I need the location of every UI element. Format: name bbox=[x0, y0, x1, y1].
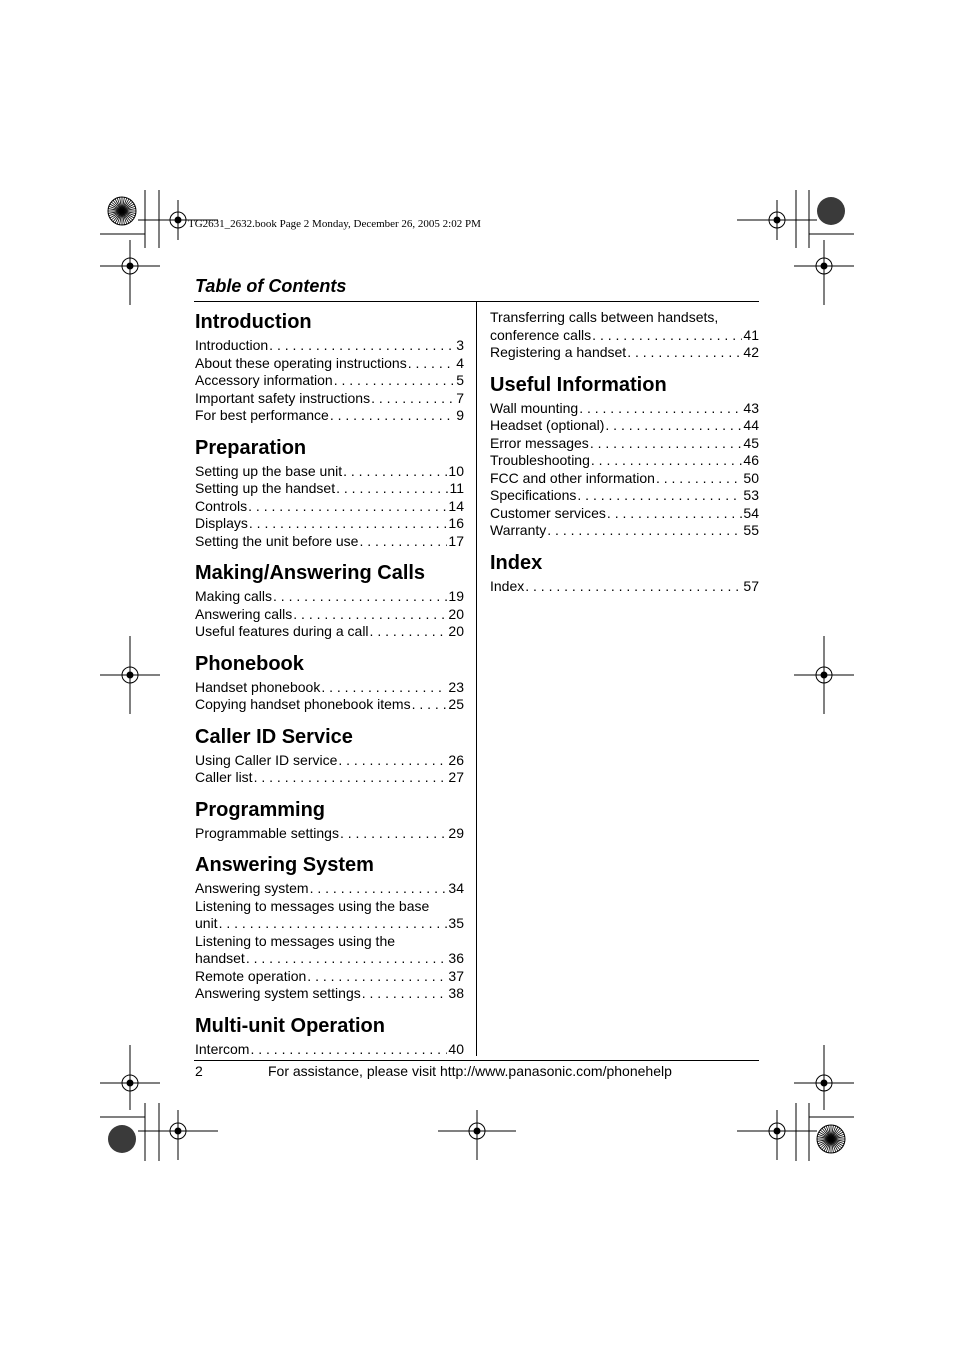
toc-entry-page: 36 bbox=[448, 950, 464, 966]
toc-entry-label: Answering calls bbox=[195, 605, 293, 622]
toc-entry-page: 50 bbox=[743, 469, 759, 486]
toc-entry-page: 41 bbox=[743, 326, 759, 343]
dot-leader bbox=[547, 522, 742, 540]
dot-leader bbox=[591, 452, 743, 470]
toc-entry[interactable] bbox=[490, 470, 759, 488]
toc-entry[interactable] bbox=[195, 498, 464, 516]
page-title: Table of Contents bbox=[195, 276, 347, 296]
dot-leader bbox=[338, 752, 447, 770]
toc-entry[interactable] bbox=[195, 390, 464, 408]
dot-leader bbox=[412, 696, 448, 714]
toc-entry-page: 5 bbox=[456, 372, 464, 388]
toc-entry[interactable] bbox=[195, 588, 464, 606]
toc-entry-label: Index bbox=[490, 577, 525, 594]
dot-leader bbox=[525, 578, 742, 596]
toc-entry[interactable] bbox=[195, 752, 464, 770]
toc-entry-label: Setting up the base unit bbox=[195, 462, 343, 479]
toc-entry-label: Setting up the handset bbox=[195, 480, 336, 496]
toc-entry[interactable] bbox=[195, 769, 464, 787]
dot-leader bbox=[577, 487, 742, 505]
toc-entry-label: unit bbox=[195, 915, 218, 931]
dot-leader bbox=[310, 880, 448, 898]
section-heading: Preparation bbox=[195, 436, 307, 459]
dot-leader bbox=[249, 515, 448, 533]
dot-leader bbox=[359, 533, 447, 551]
toc-entry-page: 11 bbox=[449, 480, 464, 496]
toc-entry-label: Important safety instructions bbox=[195, 389, 371, 406]
dot-leader bbox=[334, 372, 455, 390]
dot-leader bbox=[343, 463, 447, 481]
toc-entry-page: 44 bbox=[743, 417, 759, 433]
toc-entry[interactable] bbox=[490, 327, 759, 345]
dot-leader bbox=[627, 344, 742, 362]
toc-entry[interactable] bbox=[195, 696, 464, 714]
dot-leader bbox=[293, 606, 447, 624]
toc-right-column bbox=[490, 309, 759, 605]
toc-entry-label: Specifications bbox=[490, 487, 577, 503]
dot-leader bbox=[307, 968, 447, 986]
footer-rule bbox=[194, 1060, 759, 1061]
section-heading: Multi-unit Operation bbox=[195, 1014, 385, 1037]
toc-section bbox=[195, 560, 464, 641]
section-heading: Programming bbox=[195, 798, 326, 821]
toc-entry[interactable] bbox=[195, 880, 464, 898]
toc-entry-page: 25 bbox=[448, 696, 464, 712]
dot-leader bbox=[254, 769, 448, 787]
dot-leader bbox=[273, 588, 447, 606]
toc-entry-page: 38 bbox=[448, 985, 464, 1001]
dot-leader bbox=[340, 825, 447, 843]
toc-entry-label: Setting the unit before use bbox=[195, 532, 359, 549]
dot-leader bbox=[269, 337, 455, 355]
toc-entry[interactable] bbox=[490, 505, 759, 523]
toc-entry-page: 19 bbox=[448, 588, 464, 604]
toc-entry-label: handset bbox=[195, 950, 245, 966]
toc-entry[interactable] bbox=[195, 355, 464, 373]
dot-leader bbox=[321, 679, 447, 697]
toc-entry-label: Making calls bbox=[195, 588, 273, 604]
toc-entry-label-line: Listening to messages using the base bbox=[195, 897, 430, 914]
toc-entry[interactable] bbox=[195, 533, 464, 551]
dot-leader bbox=[370, 623, 448, 641]
toc-entry-page: 35 bbox=[448, 915, 464, 931]
toc-section bbox=[195, 1013, 464, 1059]
toc-entry[interactable] bbox=[490, 452, 759, 470]
toc-entry[interactable] bbox=[195, 372, 464, 390]
section-heading: Phonebook bbox=[195, 652, 304, 675]
toc-entry-page: 37 bbox=[448, 967, 464, 984]
toc-entry[interactable] bbox=[490, 435, 759, 453]
toc-section bbox=[195, 724, 464, 787]
toc-left-column bbox=[195, 309, 464, 1068]
toc-entry-label: Troubleshooting bbox=[490, 452, 590, 468]
dot-leader bbox=[408, 355, 456, 373]
toc-entry-page: 4 bbox=[456, 354, 464, 371]
toc-entry-page: 55 bbox=[743, 522, 759, 538]
toc-entry-label: Introduction bbox=[195, 337, 269, 353]
dot-leader bbox=[607, 505, 743, 523]
dot-leader bbox=[219, 915, 448, 933]
toc-entry-page: 10 bbox=[448, 462, 464, 479]
toc-entry[interactable] bbox=[490, 578, 759, 596]
dot-leader bbox=[590, 435, 743, 453]
toc-entry-page: 45 bbox=[743, 434, 759, 451]
dot-leader bbox=[371, 390, 455, 408]
section-heading: Caller ID Service bbox=[195, 725, 353, 748]
toc-entry-label: Controls bbox=[195, 497, 248, 514]
toc-entry-page: 9 bbox=[456, 407, 464, 423]
toc-entry-page: 40 bbox=[448, 1040, 464, 1057]
assistance-text: For assistance, please visit http://www.panasonic.com/phonehelp bbox=[268, 1063, 672, 1079]
toc-entry-page: 43 bbox=[743, 399, 759, 416]
toc-section bbox=[195, 852, 464, 1003]
toc-entry[interactable] bbox=[490, 344, 759, 362]
toc-entry-page: 20 bbox=[448, 605, 464, 622]
toc-entry-label: Answering system settings bbox=[195, 985, 361, 1001]
toc-entry-page: 3 bbox=[456, 337, 464, 353]
dot-leader bbox=[592, 327, 742, 345]
toc-entry[interactable] bbox=[195, 463, 464, 481]
toc-entry-label: Headset (optional) bbox=[490, 417, 605, 433]
print-slug: TG2631_2632.book Page 2 Monday, December 26, 2005 2:02 PM bbox=[188, 218, 481, 230]
section-heading: Index bbox=[490, 551, 543, 574]
toc-entry-label-line: Listening to messages using the bbox=[195, 932, 396, 949]
toc-entry-page: 26 bbox=[448, 751, 464, 768]
toc-section bbox=[195, 309, 464, 425]
toc-entry-page: 46 bbox=[743, 452, 759, 468]
toc-entry-page: 54 bbox=[743, 504, 759, 521]
dot-leader bbox=[246, 950, 448, 968]
toc-entry-label: About these operating instructions bbox=[195, 354, 407, 371]
section-heading: Answering System bbox=[195, 854, 374, 876]
toc-entry-label-line: Transferring calls between handsets, bbox=[490, 309, 719, 325]
toc-entry-page: 34 bbox=[448, 880, 464, 896]
dot-leader bbox=[248, 498, 447, 516]
toc-entry-label: Customer services bbox=[490, 504, 606, 521]
toc-entry-label: Error messages bbox=[490, 434, 589, 451]
dot-leader bbox=[330, 407, 455, 425]
toc-entry[interactable] bbox=[195, 1041, 464, 1059]
toc-entry[interactable] bbox=[195, 407, 464, 425]
toc-entry[interactable] bbox=[195, 679, 464, 697]
toc-entry-label: Remote operation bbox=[195, 967, 307, 984]
toc-entry-page: 27 bbox=[448, 769, 464, 785]
toc-entry[interactable] bbox=[195, 337, 464, 355]
dot-leader bbox=[362, 985, 448, 1003]
dot-leader bbox=[656, 470, 742, 488]
toc-entry-label: Copying handset phonebook items bbox=[195, 696, 411, 712]
toc-entry[interactable] bbox=[490, 400, 759, 418]
toc-entry-label: Handset phonebook bbox=[195, 678, 321, 695]
toc-entry-label: Answering system bbox=[195, 880, 309, 896]
toc-entry-page: 29 bbox=[448, 824, 464, 841]
toc-entry-label: Wall mounting bbox=[490, 399, 579, 416]
toc-entry-label: Intercom bbox=[195, 1040, 250, 1057]
toc-entry-page: 57 bbox=[743, 577, 759, 594]
toc-entry-page: 20 bbox=[448, 623, 464, 639]
toc-entry-page: 42 bbox=[743, 344, 759, 360]
toc-entry-label: conference calls bbox=[490, 326, 592, 343]
toc-section bbox=[195, 797, 464, 843]
toc-entry[interactable] bbox=[195, 623, 464, 641]
toc-entry[interactable] bbox=[195, 515, 464, 533]
toc-entry-page: 7 bbox=[456, 389, 464, 406]
toc-entry-label: Programmable settings bbox=[195, 824, 339, 841]
section-heading: Making/Answering Calls bbox=[195, 562, 426, 584]
toc-section bbox=[490, 550, 759, 596]
toc-entry-label: Using Caller ID service bbox=[195, 751, 338, 768]
section-heading: Useful Information bbox=[490, 373, 667, 396]
toc-entry[interactable] bbox=[195, 480, 464, 498]
dot-leader bbox=[579, 400, 742, 418]
section-heading: Introduction bbox=[195, 311, 312, 333]
toc-entry[interactable] bbox=[490, 487, 759, 505]
toc-entry-label: Displays bbox=[195, 515, 248, 531]
toc-entry[interactable] bbox=[195, 985, 464, 1003]
toc-section bbox=[490, 372, 759, 540]
toc-entry-label: Useful features during a call bbox=[195, 623, 369, 639]
toc-section bbox=[490, 309, 759, 362]
toc-entry[interactable] bbox=[490, 417, 759, 435]
toc-entry[interactable] bbox=[195, 825, 464, 843]
toc-entry-label: Warranty bbox=[490, 522, 547, 538]
dot-leader bbox=[250, 1041, 447, 1059]
toc-entry-page: 23 bbox=[448, 678, 464, 695]
toc-section bbox=[195, 651, 464, 714]
dot-leader bbox=[605, 417, 742, 435]
toc-entry[interactable] bbox=[195, 950, 464, 968]
toc-entry-label: For best performance bbox=[195, 407, 329, 423]
toc-entry-page: 53 bbox=[743, 487, 759, 503]
toc-entry-label: Registering a handset bbox=[490, 344, 627, 360]
toc-entry[interactable] bbox=[195, 915, 464, 933]
toc-entry-label: Caller list bbox=[195, 769, 253, 785]
page-number: 2 bbox=[195, 1063, 203, 1079]
toc-section bbox=[195, 435, 464, 551]
toc-entry-label: Accessory information bbox=[195, 372, 333, 388]
toc-entry-page: 17 bbox=[448, 532, 464, 549]
toc-entry-page: 16 bbox=[448, 515, 464, 531]
column-divider bbox=[476, 301, 477, 1056]
toc-entry-label: FCC and other information bbox=[490, 469, 655, 486]
dot-leader bbox=[336, 480, 448, 498]
toc-entry[interactable] bbox=[195, 968, 464, 986]
toc-entry[interactable] bbox=[490, 522, 759, 540]
toc-entry[interactable] bbox=[195, 606, 464, 624]
toc-entry-page: 14 bbox=[448, 497, 464, 514]
